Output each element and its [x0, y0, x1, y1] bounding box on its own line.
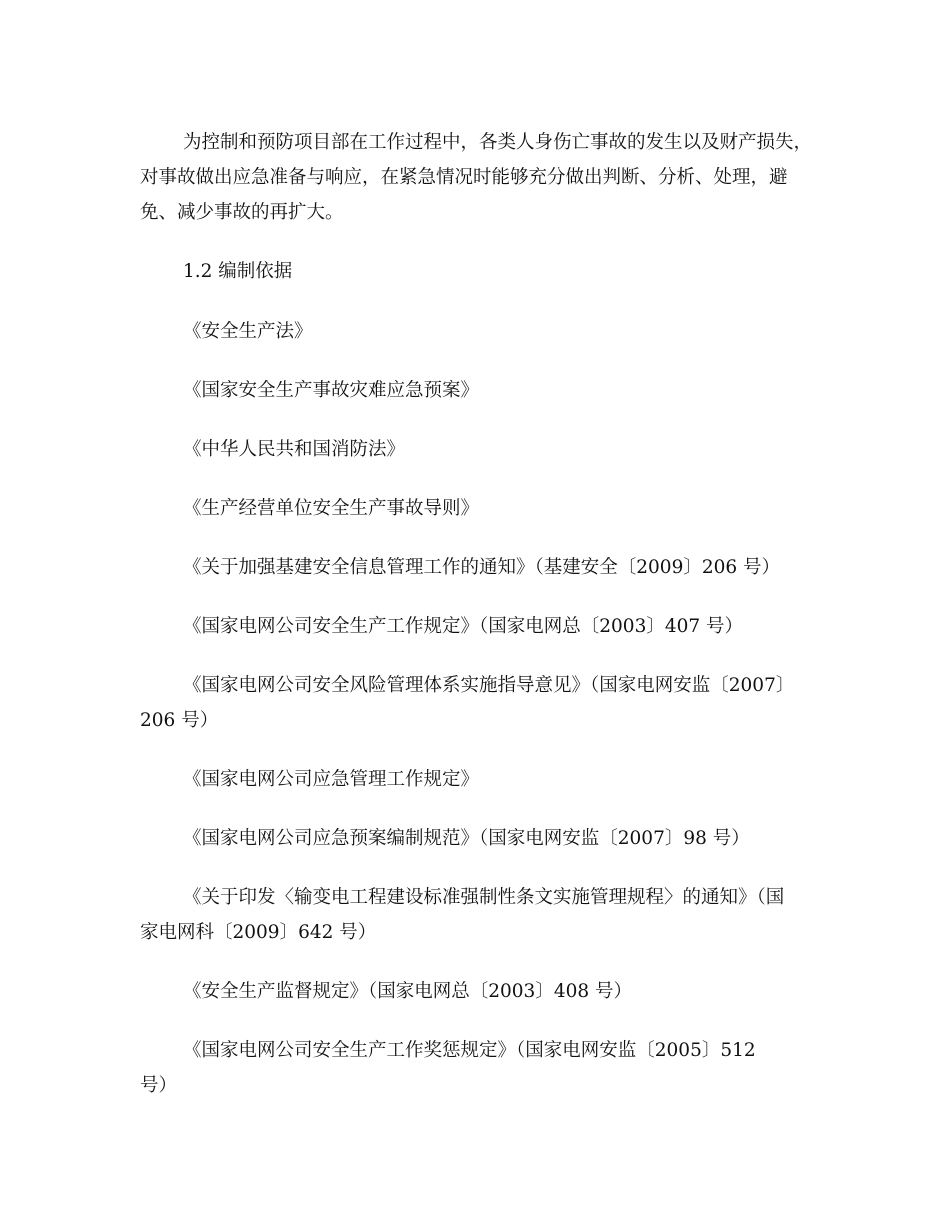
reference-item: 《中华人民共和国消防法》: [183, 439, 406, 460]
reference-item: 《关于印发〈输变电工程建设标准强制性条文实施管理规程〉的通知》（国家电网科〔2009〕642 号）: [140, 887, 785, 943]
intro-paragraph: 为控制和预防项目部在工作过程中，各类人身伤亡事故的发生以及财产损失，对事故做出应急准备与响应，在紧急情况时能够充分做出判断、分析、处理，避免、减少事故的再扩大。: [140, 132, 813, 223]
reference-item: 《生产经营单位安全生产事故导则》: [183, 498, 480, 519]
reference-item: 《国家电网公司安全风险管理体系实施指导意见》（国家电网安监〔2007〕206 号）: [140, 675, 795, 731]
reference-item: 《国家电网公司应急预案编制规范》（国家电网安监〔2007〕98 号）: [183, 828, 750, 849]
reference-item: 《安全生产法》: [183, 321, 313, 342]
reference-item: 《国家电网公司应急管理工作规定》: [183, 769, 480, 790]
reference-item: 《国家安全生产事故灾难应急预案》: [183, 380, 480, 401]
reference-item: 《国家电网公司安全生产工作规定》（国家电网总〔2003〕407 号）: [183, 616, 744, 637]
reference-item: 《国家电网公司安全生产工作奖惩规定》（国家电网安监〔2005〕512 号）: [140, 1040, 756, 1096]
section-heading: 1.2 编制依据: [183, 261, 293, 282]
reference-item: 《安全生产监督规定》（国家电网总〔2003〕408 号）: [183, 981, 633, 1002]
reference-item: 《关于加强基建安全信息管理工作的通知》（基建安全〔2009〕206 号）: [183, 557, 781, 578]
